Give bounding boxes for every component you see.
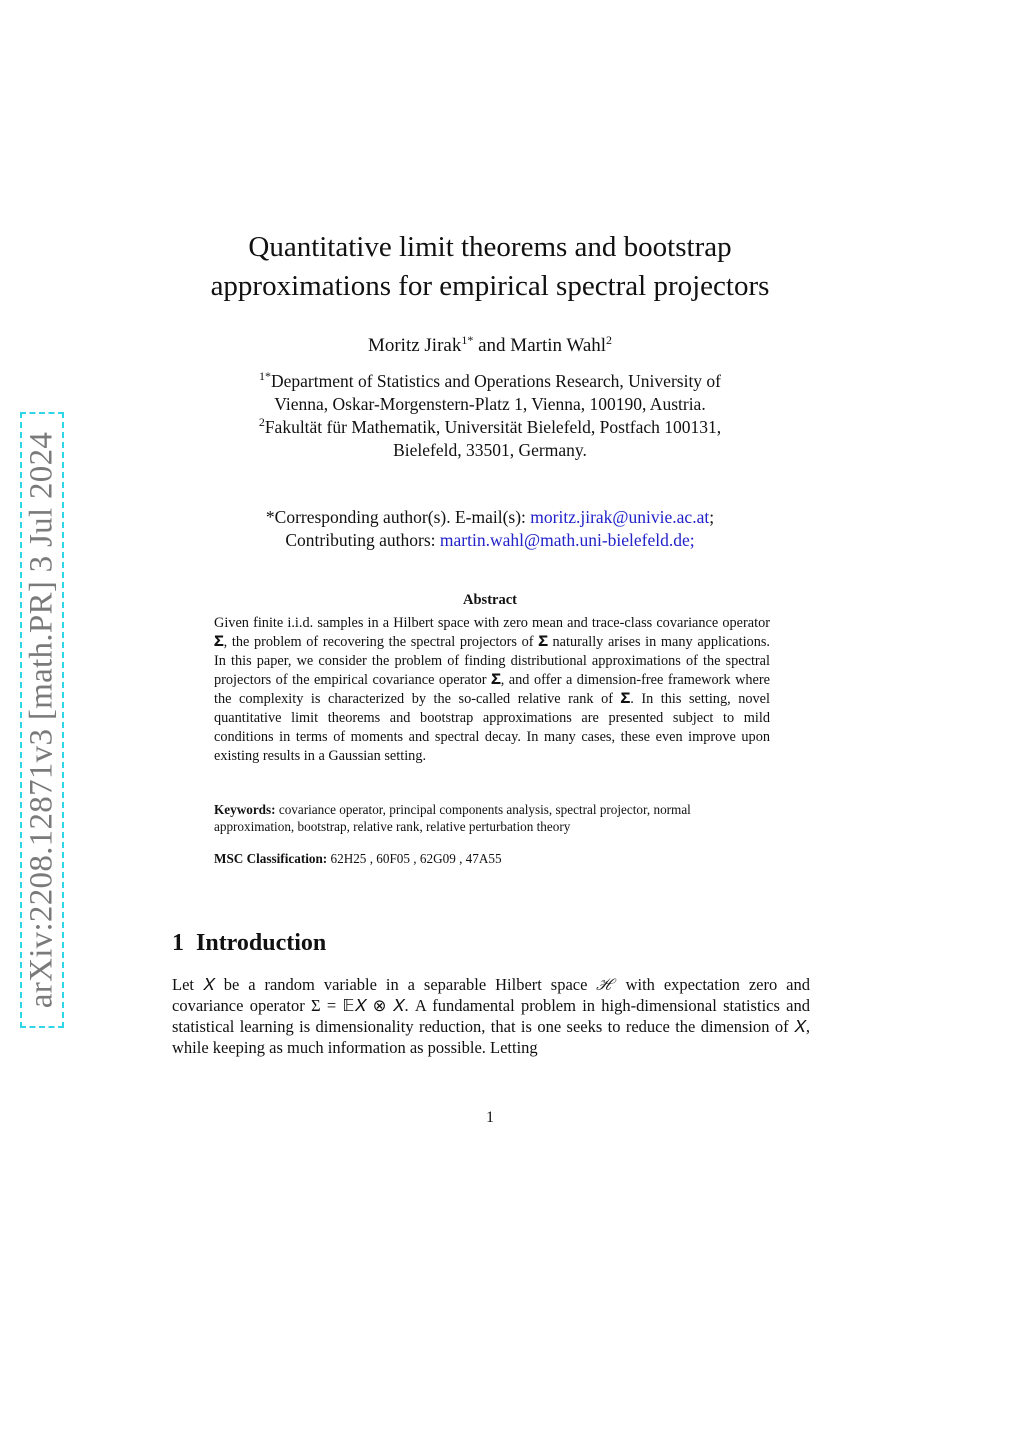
author-affil-mark: 2	[606, 333, 613, 347]
affil-mark: 1*	[258, 369, 271, 383]
author-affil-mark: 1*	[461, 333, 474, 347]
msc-text: 62H25 , 60F05 , 62G09 , 47A55	[327, 851, 502, 866]
arxiv-stamp	[20, 412, 64, 1028]
affil-text: Department of Statistics and Operations Research, University of	[270, 371, 722, 391]
section-title: Introduction	[196, 930, 327, 956]
author-name: Martin Wahl	[510, 335, 607, 356]
affiliations	[200, 370, 780, 462]
affiliation-1-line-1	[200, 370, 780, 393]
contributing-email-link[interactable]: martin.wahl@math.uni-bielefeld.de	[439, 530, 690, 550]
abstract-text: Given finite i.i.d. samples in a Hilbert space with zero mean and trace-class covariance operator 𝚺, the problem of recovering the spectral projectors of 𝚺 naturally arises in many applications. In this paper, we consider the problem of finding distributional approximations of the spectral projectors of the empirical covariance operator 𝚺̂, and offer a dimension-free framework where the complexity is characterized by the so-called relative rank of 𝚺. In this setting, novel quantitative limit theorems and bootstrap approximations are presented subject to mild conditions in terms of moments and spectral decay. In many cases, these even improve upon existing results in a Gaussian setting.	[214, 615, 770, 764]
title-line-1: Quantitative limit theorems and bootstrap	[248, 231, 732, 263]
paper-title	[170, 228, 810, 306]
introduction-text: Let 𝑋 be a random variable in a separable Hilbert space ℋ with expectation zero and covariance operator Σ = 𝔼𝑋 ⊗ 𝑋. A fundamental problem in high-dimensional statistics and statistical learning is dimensionality reduction, that is one seeks to reduce the dimension of 𝑋, while keeping as much information as possible. Letting	[172, 975, 810, 1057]
corresponding-label: *Corresponding author(s). E-mail(s):	[265, 507, 531, 527]
affiliation-2-line-1	[200, 416, 780, 439]
affil-text: Fakultät für Mathematik, Universität Bielefeld, Postfach 100131,	[264, 417, 722, 437]
author-name: Moritz Jirak	[367, 335, 462, 356]
affil-mark: 2	[258, 415, 265, 429]
corresponding-line	[170, 506, 810, 529]
abstract-heading: Abstract	[463, 592, 517, 608]
author-conjunction: and	[473, 335, 511, 356]
msc-classification	[214, 851, 770, 867]
section-number: 1	[172, 930, 184, 956]
affiliation-2-line-2: Bielefeld, 33501, Germany.	[393, 440, 587, 460]
separator: ;	[689, 530, 695, 550]
page-number: 1	[486, 1109, 494, 1126]
keywords-label: Keywords:	[214, 802, 276, 817]
contributing-line	[170, 529, 810, 552]
separator: ;	[709, 507, 715, 527]
affiliation-1-line-2: Vienna, Oskar-Morgenstern-Platz 1, Vienna, 100190, Austria.	[274, 394, 706, 414]
title-line-2: approximations for empirical spectral projectors	[210, 270, 770, 302]
keywords-text: covariance operator, principal components analysis, spectral projector, normal approximation, bootstrap, relative rank, relative perturbation theory	[214, 802, 691, 834]
author-list	[170, 335, 810, 357]
corresponding-email-link[interactable]: moritz.jirak@univie.ac.at	[530, 507, 710, 527]
section-heading	[172, 930, 326, 957]
arxiv-stamp-text: arXiv:2208.12871v3 [math.PR] 3 Jul 2024	[23, 431, 60, 1009]
keywords	[214, 802, 770, 835]
contributing-label: Contributing authors:	[285, 530, 440, 550]
correspondence	[170, 506, 810, 552]
msc-label: MSC Classification:	[214, 851, 328, 866]
